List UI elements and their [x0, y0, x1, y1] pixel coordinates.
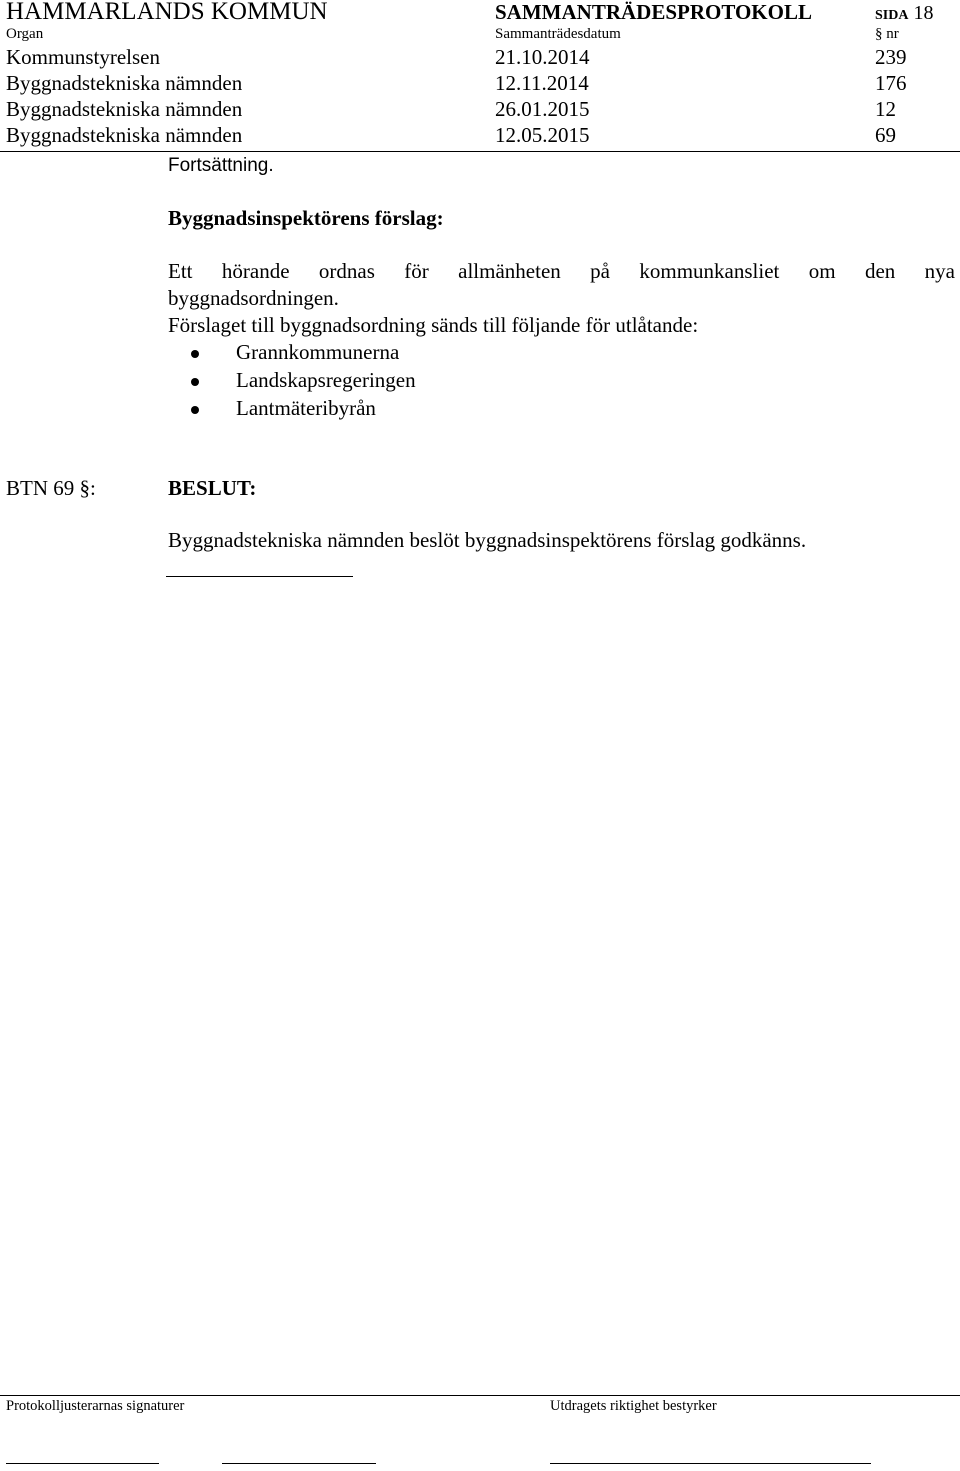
- bullet-dot: [191, 350, 199, 358]
- bullet-dot: [191, 406, 199, 414]
- session-row-organ: Byggnadstekniska nämnden: [6, 97, 243, 121]
- proposal-heading: Byggnadsinspektörens förslag:: [168, 206, 444, 230]
- signature-line: [6, 1463, 159, 1464]
- session-row-organ: Byggnadstekniska nämnden: [6, 123, 243, 147]
- session-row-nr: 176: [875, 71, 907, 95]
- paragraph-line-justified: Ett hörande ordnas för allmänheten på kommunkansliet om den nya: [168, 259, 955, 283]
- bullet-item: Landskapsregeringen: [236, 368, 416, 392]
- certification-line: [550, 1463, 871, 1464]
- section-symbol: §: [875, 26, 883, 42]
- session-row-date: 26.01.2015: [495, 97, 590, 121]
- session-row-organ: Byggnadstekniska nämnden: [6, 71, 243, 95]
- decision-heading: BESLUT:: [168, 476, 257, 500]
- signatures-label: Protokolljusterarnas signaturer: [6, 1398, 185, 1414]
- nr-label: nr: [886, 26, 899, 42]
- session-row-nr: 239: [875, 45, 907, 69]
- session-row-date: 12.11.2014: [495, 71, 589, 95]
- column-header-nr: [875, 26, 899, 43]
- paragraph-line: byggnadsordningen.: [168, 286, 339, 310]
- bullet-item: Grannkommunerna: [236, 340, 400, 364]
- bullet-dot: [191, 378, 199, 386]
- continuation-note: Fortsättning.: [168, 155, 274, 176]
- bullet-item: Lantmäteribyrån: [236, 396, 376, 420]
- column-header-date: Sammanträdesdatum: [495, 26, 621, 42]
- page-label: SIDA: [875, 8, 909, 23]
- page-number: 18: [913, 2, 934, 24]
- session-row-organ: Kommunstyrelsen: [6, 45, 160, 69]
- header-divider: [0, 151, 960, 152]
- certification-label: Utdragets riktighet bestyrker: [550, 1398, 717, 1414]
- decision-reference: BTN 69 §:: [6, 476, 96, 500]
- footer-divider: [0, 1395, 960, 1396]
- decision-text: Byggnadstekniska nämnden beslöt byggnadsinspektörens förslag godkänns.: [168, 528, 807, 552]
- session-row-date: 12.05.2015: [495, 123, 590, 147]
- paragraph-line: Förslaget till byggnadsordning sänds till följande för utlåtande:: [168, 313, 699, 337]
- document-type: SAMMANTRÄDESPROTOKOLL: [495, 0, 812, 24]
- session-row-nr: 12: [875, 97, 896, 121]
- page-indicator: [875, 2, 933, 25]
- session-row-date: 21.10.2014: [495, 45, 590, 69]
- signature-line: [222, 1463, 376, 1464]
- column-header-organ: Organ: [6, 26, 44, 42]
- municipality-name: HAMMARLANDS KOMMUN: [6, 0, 328, 25]
- end-of-section-line: [166, 576, 353, 577]
- session-row-nr: 69: [875, 123, 896, 147]
